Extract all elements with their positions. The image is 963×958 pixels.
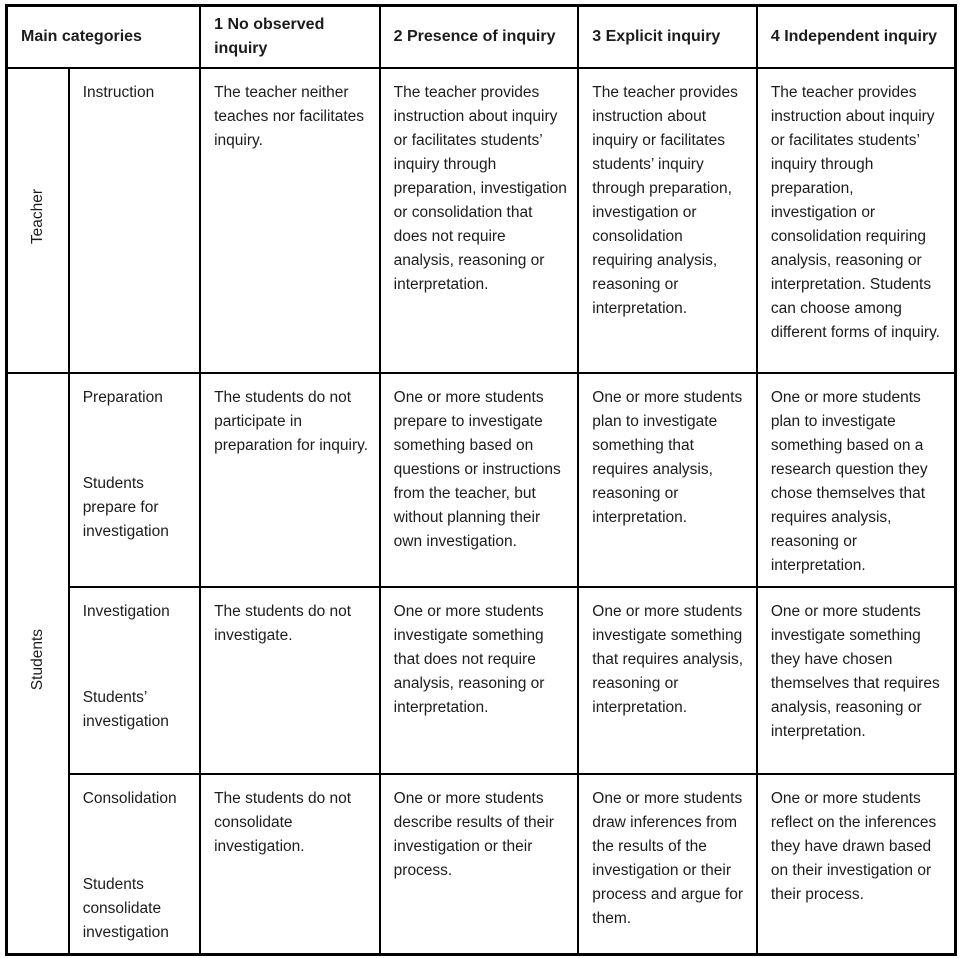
subcategory-label-investigation: Students’ investigation xyxy=(82,689,169,730)
subcategory-label-consolidation: Students consolidate investigation xyxy=(82,876,169,941)
inquiry-rubric-table xyxy=(5,4,957,956)
cell-investigation-level-1: The students do not investigate. xyxy=(200,587,380,774)
cell-instruction-level-1: The teacher neither teaches nor facilitates inquiry. xyxy=(200,68,380,373)
header-cell-level-2: 2 Presence of inquiry xyxy=(380,6,579,69)
cell-preparation-level-3: One or more students plan to investigate something that requires analysis, reasoning or interpretation. xyxy=(578,373,757,587)
category-cell-preparation xyxy=(69,373,200,587)
category-cell-instruction xyxy=(69,68,200,373)
category-label-consolidation: Consolidation xyxy=(82,790,177,807)
header-cell-level-3: 3 Explicit inquiry xyxy=(578,6,757,69)
cell-instruction-level-3: The teacher provides instruction about inquiry or facilitates students’ inquiry through preparation, investigation or consolidation requiring analysis, reasoning or interpretation. xyxy=(578,68,757,373)
cell-consolidation-level-1: The students do not consolidate investigation. xyxy=(200,774,380,955)
cell-instruction-level-4: The teacher provides instruction about inquiry or facilitates students’ inquiry through preparation, investigation or consolidation requiring analysis, reasoning or interpretation. Students can choose among different forms of inquiry. xyxy=(757,68,956,373)
row-consolidation xyxy=(7,774,956,955)
row-investigation xyxy=(7,587,956,774)
group-label-students-cell xyxy=(7,373,69,955)
row-instruction xyxy=(7,68,956,373)
subcategory-label-preparation: Students prepare for investigation xyxy=(82,475,169,540)
cell-investigation-level-3: One or more students investigate something that requires analysis, reasoning or interpretation. xyxy=(578,587,757,774)
cell-preparation-level-2: One or more students prepare to investigate something based on questions or instructions from the teacher, but without planning their own investigation. xyxy=(380,373,579,587)
cell-consolidation-level-2: One or more students describe results of their investigation or their process. xyxy=(380,774,579,955)
category-cell-consolidation xyxy=(69,774,200,955)
category-label-instruction: Instruction xyxy=(82,84,155,101)
header-row xyxy=(7,6,956,69)
group-label-teacher: Teacher xyxy=(28,188,46,245)
cell-consolidation-level-3: One or more students draw inferences from the results of the investigation or their process and argue for them. xyxy=(578,774,757,955)
category-label-investigation: Investigation xyxy=(82,603,170,620)
row-preparation xyxy=(7,373,956,587)
cell-investigation-level-2: One or more students investigate something that does not require analysis, reasoning or interpretation. xyxy=(380,587,579,774)
group-label-teacher-cell xyxy=(7,68,69,373)
category-label-preparation: Preparation xyxy=(82,389,163,406)
group-label-students: Students xyxy=(28,628,46,691)
cell-preparation-level-4: One or more students plan to investigate something based on a research question they chose themselves that requires analysis, reasoning or interpretation. xyxy=(757,373,956,587)
header-cell-level-1: 1 No observed inquiry xyxy=(200,6,380,69)
category-cell-investigation xyxy=(69,587,200,774)
cell-investigation-level-4: One or more students investigate something they have chosen themselves that requires analysis, reasoning or interpretation. xyxy=(757,587,956,774)
cell-consolidation-level-4: One or more students reflect on the inferences they have drawn based on their investigation or their process. xyxy=(757,774,956,955)
header-cell-main-categories: Main categories xyxy=(7,6,201,69)
cell-preparation-level-1: The students do not participate in preparation for inquiry. xyxy=(200,373,380,587)
cell-instruction-level-2: The teacher provides instruction about inquiry or facilitates students’ inquiry through preparation, investigation or consolidation that does not require analysis, reasoning or interpretation. xyxy=(380,68,579,373)
header-cell-level-4: 4 Independent inquiry xyxy=(757,6,956,69)
